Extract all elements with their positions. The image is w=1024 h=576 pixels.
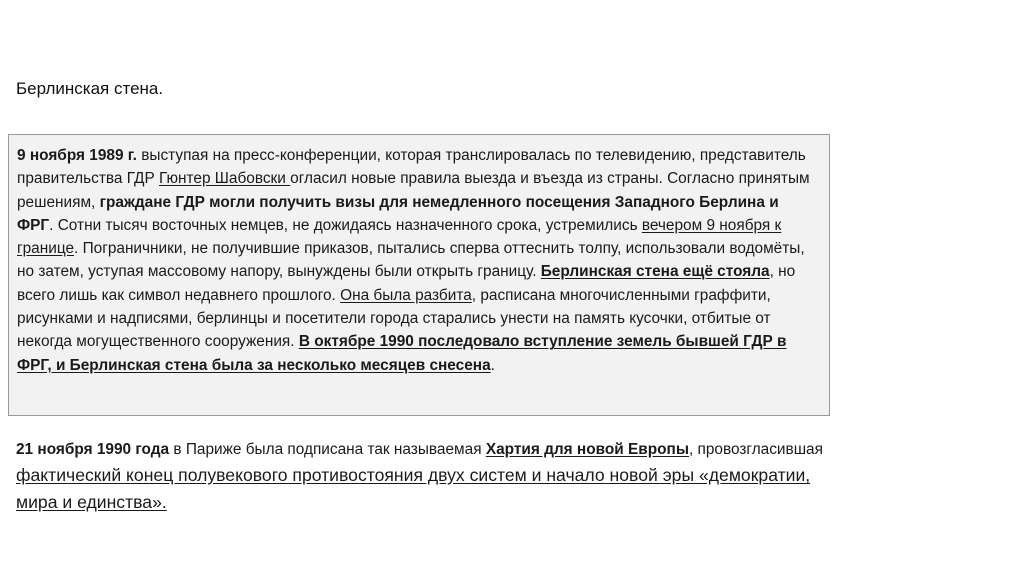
text-segment: выступая на пресс-конференции, которая транслировалась по телевидению, представитель правительства ГДР (17, 147, 806, 188)
charter-paragraph (16, 438, 846, 516)
visa-statement: граждане ГДР могли получить визы для немедленного посещения Западного Берлина и ФРГ (17, 193, 779, 234)
text-segment: в Париже была подписана так называемая (169, 441, 486, 458)
link-reunification[interactable]: В октябре 1990 последовало вступление земель бывшей ГДР в ФРГ, и Берлинская стена была за несколько месяцев снесена (17, 333, 787, 374)
link-end-of-confrontation[interactable]: фактический конец полувекового противостояния двух систем и начало новой эры «демократии, мира и единства». (16, 465, 811, 512)
link-charter-new-europe[interactable]: Хартия для новой Европы (485, 441, 689, 458)
text-segment: , расписана многочисленными граффити, рисунками и надписями, берлинцы и посетители города старались унести на память кусочки, отбитые от некогда могущественного сооружения. (17, 286, 771, 351)
link-schabowski[interactable]: Гюнтер Шабовски (159, 170, 291, 188)
date-1990: 21 ноября 1990 года (16, 441, 170, 458)
link-evening-border[interactable]: вечером 9 ноября к границе (17, 216, 782, 258)
berlin-wall-text-box (8, 134, 830, 416)
berlin-wall-paragraph (17, 144, 819, 377)
text-segment: . (490, 356, 495, 374)
link-wall-still-stood[interactable]: Берлинская стена ещё стояла (540, 263, 770, 281)
text-segment: огласил новые правила выезда и въезда из страны. Согласно принятым решениям, (17, 170, 810, 211)
date-1989: 9 ноября 1989 г. (17, 147, 137, 164)
slide-title: Берлинская стена. (16, 79, 164, 98)
link-wall-broken[interactable]: Она была разбита (340, 286, 472, 304)
text-segment: , провозгласившая (688, 441, 823, 458)
text-segment: , но всего лишь как символ недавнего прошлого. (17, 263, 796, 304)
text-segment: . Сотни тысяч восточных немцев, не дожидаясь назначенного срока, устремились (49, 216, 642, 234)
text-segment: . Пограничники, не получившие приказов, пытались сперва оттеснить толпу, использовали водомёты, но затем, уступая массовому напору, вынуждены были открыть границу. (17, 240, 805, 281)
